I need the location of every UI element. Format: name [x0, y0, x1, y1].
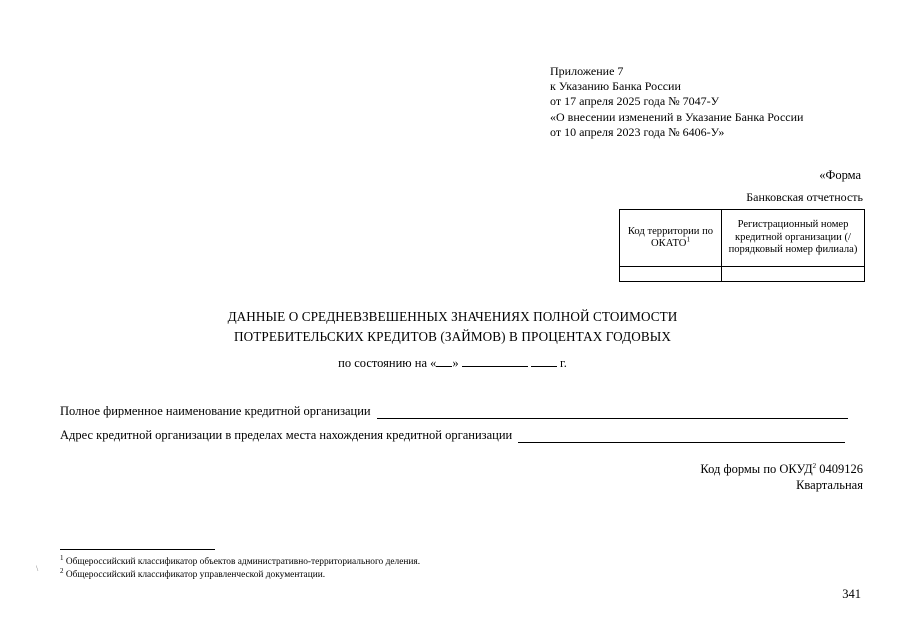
address-row: [60, 428, 845, 443]
appendix-line: к Указанию Банка России: [550, 79, 681, 94]
page-number: 341: [842, 587, 861, 601]
okud-block: [700, 461, 863, 493]
title-line-2: ПОТРЕБИТЕЛЬСКИХ КРЕДИТОВ (ЗАЙМОВ) В ПРОЦЕНТАХ ГОДОВЫХ: [234, 329, 671, 344]
appendix-header: [550, 64, 803, 140]
as-of-mid: »: [452, 356, 459, 370]
full-name-field[interactable]: [377, 407, 848, 419]
address-field[interactable]: [518, 431, 845, 443]
title-line-1: ДАННЫЕ О СРЕДНЕВЗВЕШЕННЫХ ЗНАЧЕНИЯХ ПОЛНОЙ СТОИМОСТИ: [227, 309, 678, 324]
appendix-line: от 10 апреля 2023 года № 6406-У»: [550, 124, 725, 139]
okud-code: 0409126: [819, 462, 863, 476]
year-blank[interactable]: [531, 355, 557, 367]
reg-number-value-cell[interactable]: [722, 267, 865, 282]
appendix-line: «О внесении изменений в Указание Банка России: [550, 109, 804, 124]
footnote-item: [60, 566, 420, 582]
day-blank[interactable]: [436, 355, 452, 367]
as-of-suffix: г.: [560, 356, 567, 370]
footnote-divider: [60, 549, 215, 550]
month-blank[interactable]: [462, 355, 528, 367]
reg-number-header: Регистрационный номер кредитной организации (/ порядковый номер филиала): [722, 210, 865, 267]
okato-header: [620, 210, 722, 267]
footnote-number: 2: [60, 566, 64, 575]
footnotes: [60, 553, 421, 581]
footnote-text: Общероссийский классификатор управленческой документации.: [65, 569, 326, 580]
scan-mark: \: [36, 564, 39, 573]
codes-table: [619, 209, 865, 282]
full-name-label: Полное фирменное наименование кредитной организации: [60, 404, 371, 418]
footnote-text: Общероссийский классификатор объектов административно-территориального деления.: [65, 557, 421, 567]
address-label: Адрес кредитной организации в пределах места нахождения кредитной организации: [60, 428, 513, 442]
okud-footnote-ref: 2: [812, 461, 817, 470]
okato-header-text: Код территории по ОКАТО: [627, 225, 714, 249]
okato-value-cell[interactable]: [620, 267, 722, 282]
appendix-line: от 17 апреля 2025 года № 7047-У: [550, 94, 720, 109]
full-name-row: [60, 404, 848, 419]
footnote-item: [60, 553, 421, 569]
footnote-number: 1: [60, 553, 64, 562]
reporting-type: Банковская отчетность: [746, 190, 863, 204]
appendix-line: Приложение 7: [550, 64, 624, 78]
okud-line: [700, 461, 863, 477]
form-mark: «Форма: [819, 168, 861, 182]
okud-label: Код формы по ОКУД: [700, 462, 813, 476]
report-title: [0, 307, 905, 347]
okato-footnote-ref: 1: [686, 235, 690, 244]
as-of-date-line: [0, 355, 905, 371]
periodicity: Квартальная: [796, 478, 863, 492]
as-of-prefix: по состоянию на «: [338, 356, 437, 370]
